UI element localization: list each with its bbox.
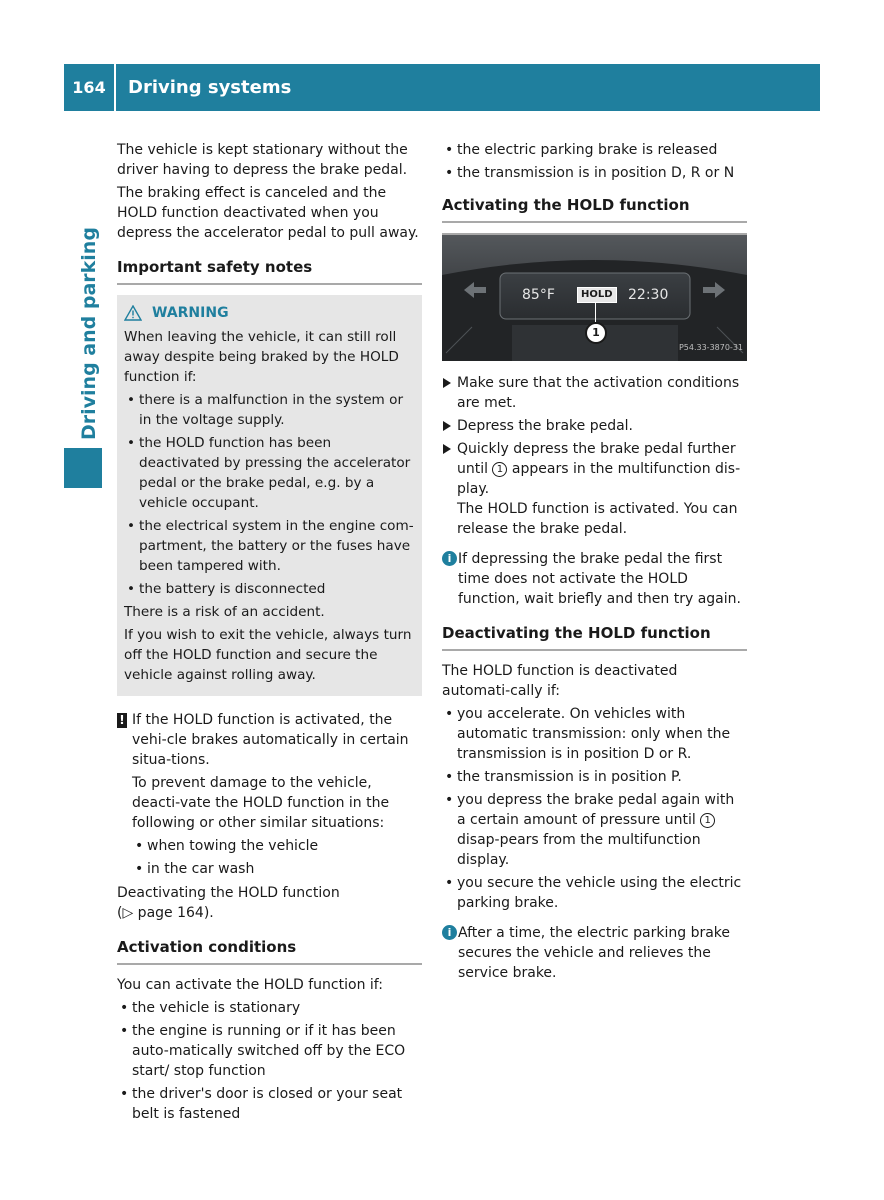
page-header [64, 64, 820, 111]
info-text: After a time, the electric parking brake secures the vehicle and relieves the service brake. [458, 925, 731, 981]
list-item: • the electric parking brake is released [442, 140, 747, 160]
note-list [132, 836, 422, 879]
right-column [442, 140, 747, 993]
note-text: If the HOLD function is activated, the vehi-cle brakes automatically in certain situa-tions. [132, 712, 409, 768]
safety-notes-heading: Important safety notes [117, 257, 422, 285]
list-item [442, 790, 747, 870]
warning-advice: If you wish to exit the vehicle, always turn off the HOLD function and secure the vehicle against rolling away. [124, 627, 412, 683]
list-text: disap-pears from the multifunction display. [457, 832, 701, 868]
info-icon: i [442, 925, 457, 940]
list-text: you depress the brake pedal again with a certain amount of pressure until [457, 792, 735, 828]
list-item: • the transmission is in position P. [442, 767, 747, 787]
step-result: The HOLD function is activated. You can release the brake pedal. [457, 501, 738, 537]
deactivation-list [442, 704, 747, 913]
section-title: Driving systems [128, 77, 292, 98]
deactivating-lead: The HOLD function is deactivated automati-cally if: [442, 663, 678, 699]
list-item: • the battery is disconnected [124, 579, 415, 599]
info-text: If depressing the brake pedal the first time does not activate the HOLD function, wait briefly and then try again. [458, 551, 741, 607]
info-note [442, 549, 747, 609]
deactivating-reference [117, 883, 422, 923]
figure-code: P54.33-3870-31 [678, 343, 743, 352]
damage-note [117, 710, 422, 879]
list-item: • you accelerate. On vehicles with automatic transmission: only when the transmission is in position D or R. [442, 704, 747, 764]
display-time: 22:30 [628, 287, 669, 303]
warning-list [124, 390, 415, 599]
step-text: appears in the multifunction dis-play. [457, 461, 741, 497]
side-tab-marker [64, 448, 102, 488]
conditions-list-continued [442, 140, 747, 183]
warning-lead: When leaving the vehicle, it can still roll away despite being braked by the HOLD function if: [124, 329, 399, 385]
left-column [117, 140, 422, 1127]
side-tab-label: Driving and parking [78, 227, 100, 440]
list-item: • the engine is running or if it has been auto-matically switched off by the ECO start/ stop function [117, 1021, 422, 1081]
hold-indicator-icon: HOLD [577, 287, 617, 303]
step-text: Quickly depress the brake pedal further until [457, 441, 736, 477]
list-item: • the vehicle is stationary [117, 998, 422, 1018]
warning-triangle-icon [124, 305, 142, 321]
conditions-list [117, 998, 422, 1124]
list-item: • in the car wash [132, 859, 422, 879]
exclamation-icon: ! [117, 713, 127, 728]
list-item: • the electrical system in the engine com-partment, the battery or the fuses have been tampered with. [124, 516, 415, 576]
activation-steps [442, 373, 747, 539]
display-temperature: 85°F [522, 287, 555, 303]
page-number: 164 [64, 64, 116, 111]
step-item: Make sure that the activation conditions are met. [442, 373, 747, 413]
list-item: • the transmission is in position D, R or N [442, 163, 747, 183]
list-item: • there is a malfunction in the system or in the voltage supply. [124, 390, 415, 430]
list-item: • the driver's door is closed or your seat belt is fastened [117, 1084, 422, 1124]
activation-conditions-heading: Activation conditions [117, 937, 422, 965]
list-item: • you secure the vehicle using the electric parking brake. [442, 873, 747, 913]
list-item: • when towing the vehicle [132, 836, 422, 856]
deactivating-heading: Deactivating the HOLD function [442, 623, 747, 651]
warning-header [124, 303, 415, 323]
deactivating-ref-text: Deactivating the HOLD function [117, 885, 340, 901]
callout-reference: 1 [492, 462, 507, 477]
callout-line [595, 302, 596, 322]
page-reference-link[interactable]: (▷ page 164). [117, 905, 214, 921]
activating-heading: Activating the HOLD function [442, 195, 747, 223]
instrument-cluster-figure [442, 233, 747, 361]
step-item: Depress the brake pedal. [442, 416, 747, 436]
intro-paragraph: The vehicle is kept stationary without the driver having to depress the brake pedal. [117, 142, 408, 178]
info-icon: i [442, 551, 457, 566]
warning-box [117, 295, 422, 696]
info-note [442, 923, 747, 983]
warning-title: WARNING [152, 305, 229, 321]
conditions-lead: You can activate the HOLD function if: [117, 977, 383, 993]
warning-risk: There is a risk of an accident. [124, 604, 325, 620]
callout-marker: 1 [585, 322, 607, 344]
intro-paragraph: The braking effect is canceled and the HOLD function deactivated when you depress the accelerator pedal to pull away. [117, 185, 419, 241]
step-item [442, 439, 747, 539]
callout-reference: 1 [700, 813, 715, 828]
note-prevent: To prevent damage to the vehicle, deacti-vate the HOLD function in the following or other similar situations: [132, 775, 390, 831]
list-item: • the HOLD function has been deactivated by pressing the accelerator pedal or the brake pedal, e.g. by a vehicle occupant. [124, 433, 415, 513]
